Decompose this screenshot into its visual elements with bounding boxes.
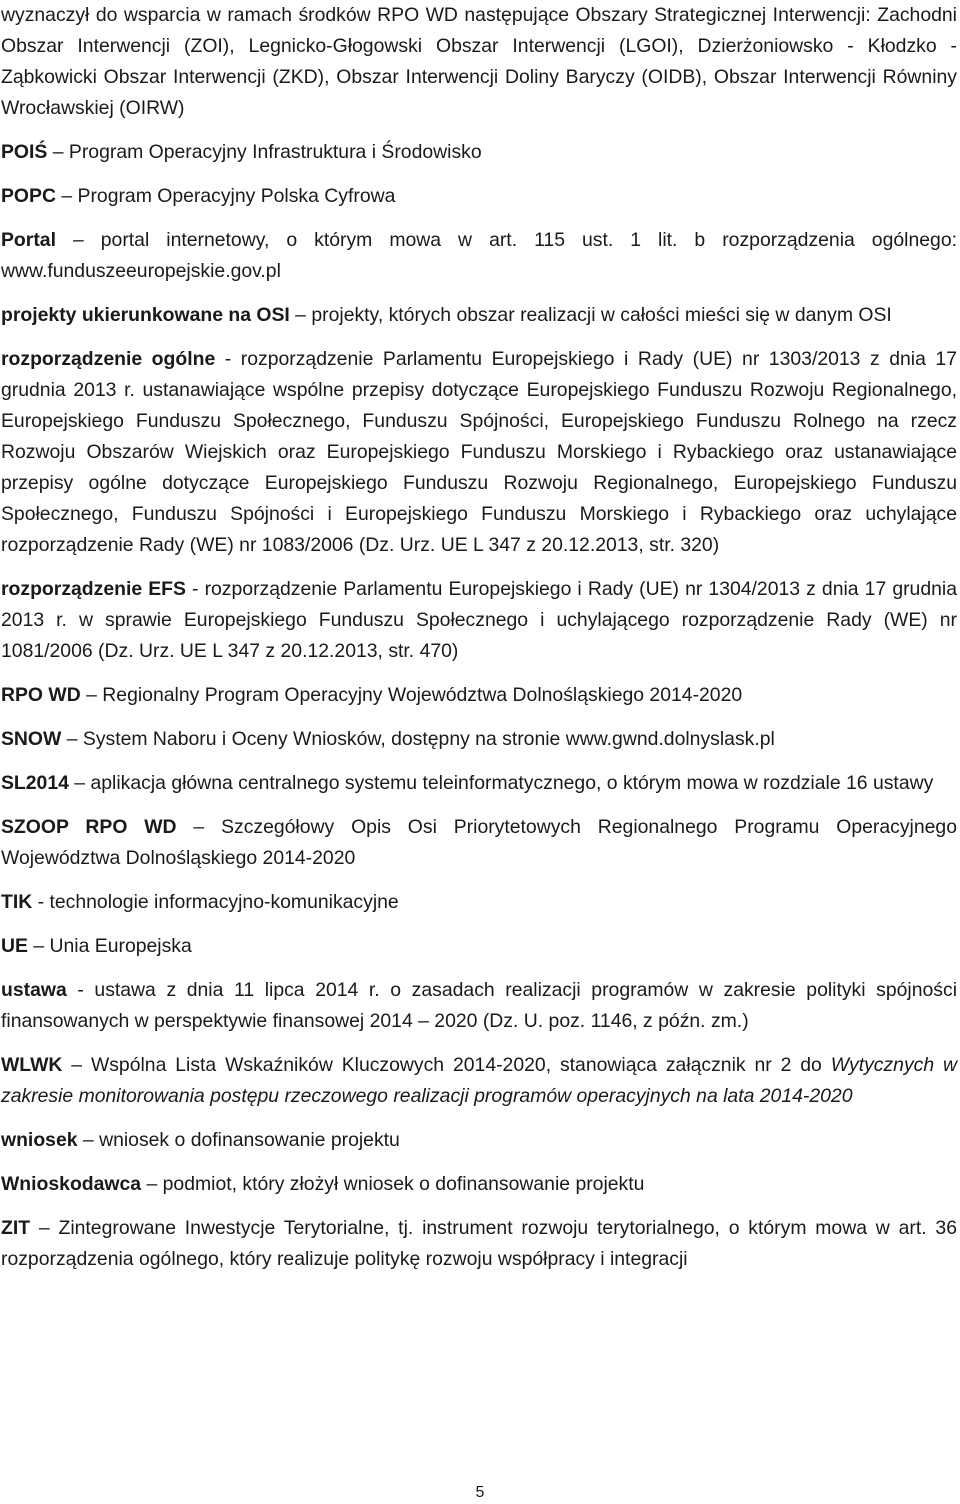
glossary-term: UE <box>1 935 28 957</box>
glossary-entry <box>1 300 957 331</box>
glossary-definition: System Naboru i Oceny Wniosków, dostępny na stronie www.gwnd.dolnyslask.pl <box>82 728 775 750</box>
glossary-definition: wniosek o dofinansowanie projektu <box>99 1129 400 1151</box>
glossary-definition-italic: Wytycznych w zakresie monitorowania postępu rzeczowego realizacji programów operacyjnych na lata 2014-2020 <box>1 1054 958 1107</box>
glossary-definition: technologie informacyjno-komunikacyjne <box>49 891 399 913</box>
glossary-entry <box>1 225 957 287</box>
glossary-term: TIK <box>1 891 33 913</box>
term-separator: - <box>66 979 95 1001</box>
glossary-term: SL2014 <box>1 772 69 794</box>
term-separator: – <box>141 1173 163 1195</box>
glossary-entry <box>1 812 957 874</box>
term-separator: – <box>61 728 83 750</box>
glossary-entry <box>1 1213 957 1275</box>
page-number: 5 <box>475 1484 485 1501</box>
glossary-entry <box>1 0 957 124</box>
glossary-entry <box>1 137 957 168</box>
glossary-term: projekty ukierunkowane na OSI <box>1 304 290 326</box>
glossary-term: wniosek <box>1 1129 78 1151</box>
term-separator: – <box>27 935 50 957</box>
glossary-entry <box>1 1125 957 1156</box>
term-separator: – <box>55 229 101 251</box>
term-separator: - <box>32 891 50 913</box>
glossary-entry <box>1 1050 957 1112</box>
term-separator: – <box>62 1054 91 1076</box>
glossary-definition: portal internetowy, o którym mowa w art. 115 ust. 1 lit. b rozporządzenia ogólnego: www.funduszeeuropejskie.gov.pl <box>1 229 957 282</box>
term-separator: - <box>215 348 241 370</box>
glossary-definition: Program Operacyjny Polska Cyfrowa <box>77 185 396 207</box>
glossary-definition: Unia Europejska <box>49 935 192 957</box>
term-separator: – <box>30 1217 59 1239</box>
glossary-definition: rozporządzenie Parlamentu Europejskiego i Rady (UE) nr 1303/2013 z dnia 17 grudnia 2013 r. ustanawiające wspólne przepisy dotyczące Europejskiego Funduszu Rozwoju Regionalnego, Europejskiego Funduszu Społecznego, Funduszu Spójności, Europejskiego Funduszu Rolnego na rzecz Rozwoju Obszarów Wiejskich oraz Europejskiego Funduszu Morskiego i Rybackiego oraz ustanawiające przepisy ogólne dotyczące Europejskiego Funduszu Rozwoju Regionalnego, Europejskiego Funduszu Społecznego, Funduszu Spójności i Europejskiego Funduszu Morskiego i Rybackiego oraz uchylające rozporządzenie Rady (WE) nr 1083/2006 (Dz. Urz. UE L 347 z 20.12.2013, str. 320) <box>1 348 957 556</box>
glossary-entry <box>1 931 957 962</box>
term-separator: – <box>68 772 91 794</box>
glossary-definition: Regionalny Program Operacyjny Województwa Dolnośląskiego 2014-2020 <box>102 684 743 706</box>
glossary-entry <box>1 975 957 1037</box>
term-separator: – <box>77 1129 100 1151</box>
glossary-definition: ustawa z dnia 11 lipca 2014 r. o zasadach realizacji programów w zakresie polityki spójności finansowanych w perspektywie finansowej 2014 – 2020 (Dz. U. poz. 1146, z późn. zm.) <box>1 979 957 1032</box>
glossary-term: ustawa <box>1 979 67 1001</box>
glossary-term: SNOW <box>1 728 62 750</box>
glossary-definition: wyznaczył do wsparcia w ramach środków RPO WD następujące Obszary Strategicznej Interwencji: Zachodni Obszar Interwencji (ZOI), Legnicko-Głogowski Obszar Interwencji (LGOI), Dzierżoniowsko - Kłodzko - Ząbkowicki Obszar Interwencji (ZKD), Obszar Interwencji Doliny Baryczy (OIDB), Obszar Interwencji Równiny Wrocławskiej (OIRW) <box>1 4 957 119</box>
glossary-entry <box>1 680 957 711</box>
glossary-term: WLWK <box>1 1054 63 1076</box>
glossary-term: SZOOP RPO WD <box>1 816 177 838</box>
glossary-definition: Zintegrowane Inwestycje Terytorialne, tj. instrument rozwoju terytorialnego, o którym mowa w art. 36 rozporządzenia ogólnego, który realizuje politykę rozwoju współpracy i integracji <box>1 1217 958 1270</box>
glossary-entry <box>1 181 957 212</box>
glossary-definition: Wspólna Lista Wskaźników Kluczowych 2014-2020, stanowiąca załącznik nr 2 do <box>90 1054 831 1076</box>
glossary-list <box>1 0 957 1275</box>
glossary-definition: Program Operacyjny Infrastruktura i Środowisko <box>68 141 482 163</box>
glossary-definition: rozporządzenie Parlamentu Europejskiego i Rady (UE) nr 1304/2013 z dnia 17 grudnia 2013 r. w sprawie Europejskiego Funduszu Społecznego i uchylającego rozporządzenie Rady (WE) nr 1081/2006 (Dz. Urz. UE L 347 z 20.12.2013, str. 470) <box>1 578 957 662</box>
glossary-entry <box>1 344 957 561</box>
glossary-term: Portal <box>1 229 56 251</box>
glossary-entry <box>1 887 957 918</box>
glossary-term: POIŚ <box>1 141 48 163</box>
term-separator: – <box>80 684 103 706</box>
term-separator: – <box>289 304 312 326</box>
term-separator: – <box>176 816 222 838</box>
glossary-term: POPC <box>1 185 56 207</box>
glossary-term: rozporządzenie EFS <box>1 578 186 600</box>
term-separator: - <box>185 578 205 600</box>
glossary-term: rozporządzenie ogólne <box>1 348 216 370</box>
term-separator: – <box>47 141 69 163</box>
term-separator: – <box>55 185 78 207</box>
glossary-entry <box>1 1169 957 1200</box>
glossary-term: ZIT <box>1 1217 31 1239</box>
glossary-definition: Szczegółowy Opis Osi Priorytetowych Regionalnego Programu Operacyjnego Województwa Dolnośląskiego 2014-2020 <box>1 816 957 869</box>
glossary-entry <box>1 768 957 799</box>
glossary-definition: projekty, których obszar realizacji w całości mieści się w danym OSI <box>311 304 892 326</box>
glossary-term: Wnioskodawca <box>1 1173 142 1195</box>
glossary-entry <box>1 724 957 755</box>
glossary-definition: aplikacja główna centralnego systemu teleinformatycznego, o którym mowa w rozdziale 16 ustawy <box>90 772 934 794</box>
glossary-definition: podmiot, który złożył wniosek o dofinansowanie projektu <box>162 1173 645 1195</box>
glossary-term: RPO WD <box>1 684 81 706</box>
glossary-entry <box>1 574 957 667</box>
